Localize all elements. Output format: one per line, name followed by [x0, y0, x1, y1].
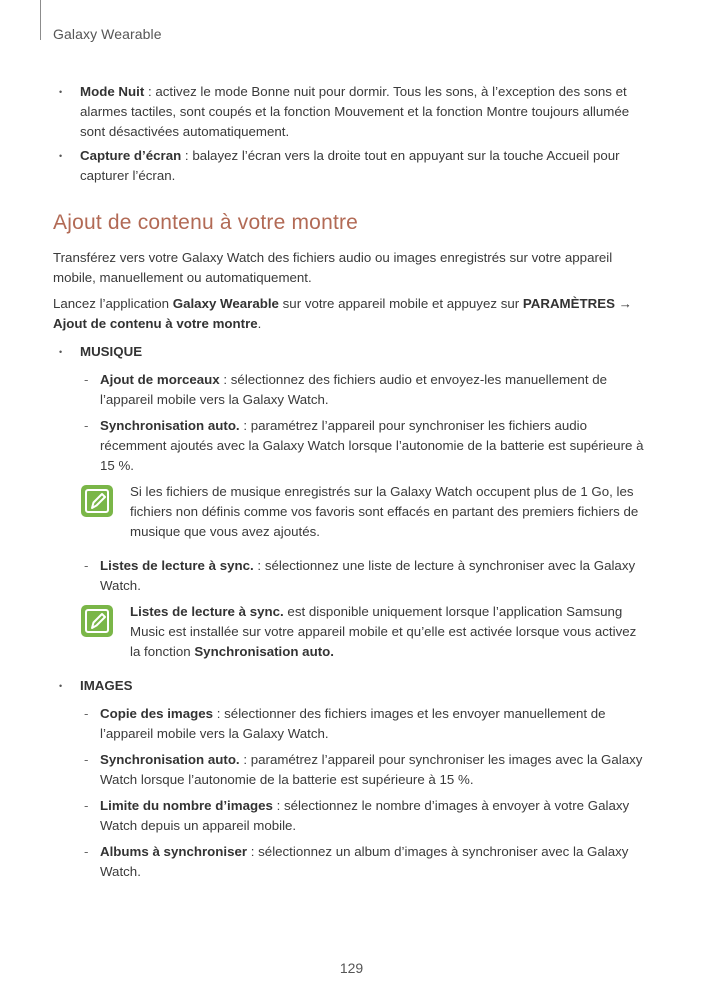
- item-text: : sélectionnez un album d’images à synchroniser avec la Galaxy Watch.: [100, 844, 629, 879]
- note-label: Synchronisation auto.: [194, 644, 334, 659]
- settings-path: PARAMÈTRES → Ajout de contenu à votre montre: [53, 296, 632, 331]
- item-text: : paramétrez l’appareil pour synchroniser les fichiers audio récemment ajoutés avec la Galaxy Watch lorsque l’autonomie de la batterie est supérieure à 15 %.: [100, 418, 644, 473]
- music-label: MUSIQUE: [80, 344, 143, 359]
- page-header: Galaxy Wearable: [53, 26, 162, 42]
- images-item-albums: [53, 842, 648, 882]
- note-playlist: [53, 602, 648, 662]
- images-item-limit: [53, 796, 648, 836]
- item-label: Synchronisation auto.: [100, 752, 240, 767]
- note-label: Listes de lecture à sync.: [130, 604, 284, 619]
- item-label: Ajout de morceaux: [100, 372, 220, 387]
- images-label: IMAGES: [80, 678, 133, 693]
- instr-text: sur votre appareil mobile et appuyez sur: [278, 296, 523, 311]
- page-content: [53, 82, 648, 888]
- bullet-text: : activez le mode Bonne nuit pour dormir. Tous les sons, à l’exception des sons et alarmes tactiles, sont coupés et la fonction Mouvement et la fonction Montre toujours allumée sont désactivées automatiquement.: [80, 84, 630, 139]
- item-label: Copie des images: [100, 706, 214, 721]
- instr-end: .: [257, 316, 262, 331]
- item-label: Albums à synchroniser: [100, 844, 248, 859]
- app-name: Galaxy Wearable: [172, 296, 279, 311]
- item-text: : paramétrez l’appareil pour synchroniser les images avec la Galaxy Watch lorsque l’autonomie de la batterie est supérieure à 15 %.: [100, 752, 643, 787]
- page-number: 129: [339, 960, 364, 976]
- bullet-label: Capture d’écran: [80, 148, 182, 163]
- item-label: Listes de lecture à sync.: [100, 558, 254, 573]
- bullet-capture: [53, 146, 648, 186]
- note-pencil-icon: [80, 484, 114, 518]
- bullet-text: : balayez l’écran vers la droite tout en appuyant sur la touche Accueil pour capturer l’écran.: [80, 148, 620, 183]
- section-heading: Ajout de contenu à votre montre: [53, 211, 359, 234]
- note-text: est disponible uniquement lorsque l’application Samsung Music est installée sur votre appareil mobile et qu’elle est activée lorsque vous activez la fonction: [130, 604, 637, 659]
- item-text: : sélectionnez des fichiers audio et envoyez-les manuellement de l’appareil mobile vers la Galaxy Watch.: [100, 372, 608, 407]
- note-text: Si les fichiers de musique enregistrés sur la Galaxy Watch occupent plus de 1 Go, les fichiers non définis comme vos favoris sont effacés en partant des premiers fichiers de musique que vous avez ajoutés.: [130, 484, 639, 539]
- images-item-sync: [53, 750, 648, 790]
- item-text: : sélectionner des fichiers images et les envoyer manuellement de l’appareil mobile vers la Galaxy Watch.: [100, 706, 606, 741]
- item-label: Limite du nombre d’images: [100, 798, 273, 813]
- section-instructions: [53, 294, 648, 334]
- instr-text: Lancez l’application: [53, 296, 173, 311]
- section-intro: Transférez vers votre Galaxy Watch des fichiers audio ou images enregistrés sur votre appareil mobile, manuellement ou automatiquement.: [53, 250, 613, 285]
- note-pencil-icon: [80, 604, 114, 638]
- item-label: Synchronisation auto.: [100, 418, 240, 433]
- images-item-copy: [53, 704, 648, 744]
- note-music-storage: [53, 482, 648, 542]
- bullet-mode-nuit: [53, 82, 648, 142]
- item-text: : sélectionnez une liste de lecture à synchroniser avec la Galaxy Watch.: [100, 558, 636, 593]
- images-heading: [53, 676, 648, 696]
- music-heading: [53, 342, 648, 362]
- bullet-label: Mode Nuit: [80, 84, 145, 99]
- music-item-add: [53, 370, 648, 410]
- music-item-sync: [53, 416, 648, 476]
- music-item-playlist: [53, 556, 648, 596]
- item-text: : sélectionnez le nombre d’images à envoyer à votre Galaxy Watch depuis un appareil mobile.: [100, 798, 630, 833]
- header-rule: [40, 0, 41, 40]
